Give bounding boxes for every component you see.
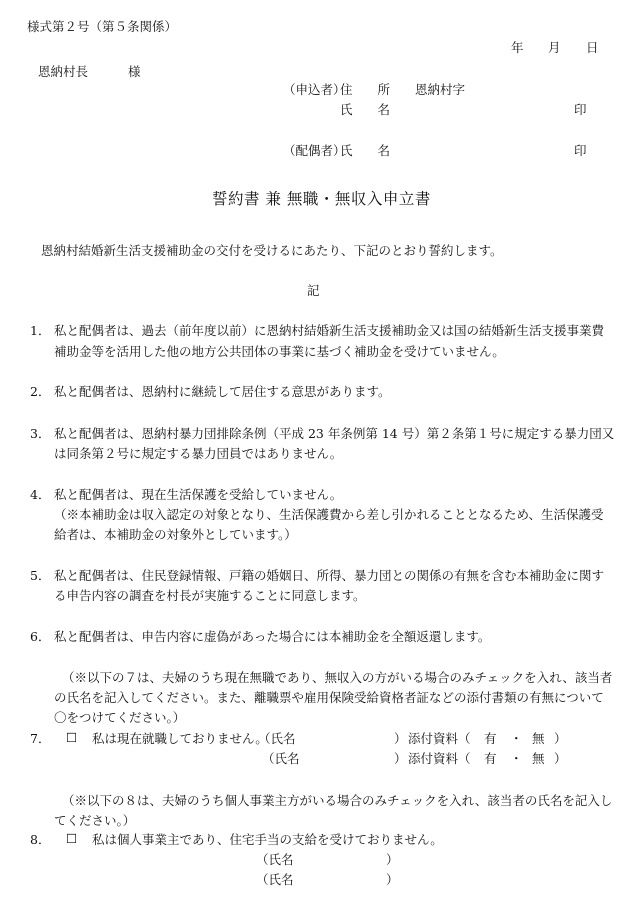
item-3-line-2: は同条第２号に規定する暴力団員ではありません。: [54, 446, 343, 461]
item-8-number: 8．: [30, 832, 51, 847]
date-year: 年: [511, 40, 524, 55]
item-8-text: 私は個人事業主であり、住宅手当の支給を受けておりません。: [92, 832, 443, 847]
item-7-yes-1[interactable]: 有: [484, 731, 497, 746]
item-8-checkbox[interactable]: ☐: [66, 831, 78, 846]
item-4-line-1: 私と配偶者は、現在生活保護を受給していません。: [54, 487, 343, 502]
item-7-dot-1: ・: [510, 731, 523, 746]
item-7-checkbox[interactable]: ☐: [66, 730, 78, 745]
item-5-line-2: る申告内容の調査を村長が実施することに同意します。: [54, 588, 366, 603]
item-1-number: 1．: [30, 323, 51, 338]
item-2-line-1: 私と配偶者は、恩納村に継続して居住する意思があります。: [54, 384, 391, 399]
item-8-name-close-2: ）: [386, 872, 399, 887]
item-7-name-close-1: ）: [394, 731, 407, 746]
spouse-name-label: 氏 名: [340, 143, 391, 158]
applicant-name-label: 氏 名: [340, 102, 391, 117]
addressee-honorific: 様: [128, 64, 141, 79]
ki-heading: 記: [307, 283, 320, 298]
note-7-line-1: （※以下の７は、夫婦のうち現在無職であり、無収入の方がいる場合のみチェックを入れ、該当者: [62, 670, 613, 685]
item-1-line-2: 補助金等を活用した他の地方公共団体の事業に基づく補助金を受けていません。: [54, 344, 505, 359]
applicant-address-label: 住 所: [340, 82, 391, 97]
item-3-line-1: 私と配偶者は、恩納村暴力団排除条例（平成 23 年条例第 14 号）第２条第１号に規定する暴力団又: [54, 426, 615, 441]
form-label: 様式第２号（第５条関係）: [27, 19, 178, 34]
note-8-line-2: てください。）: [54, 813, 136, 828]
item-7-name-open-2: （氏名: [262, 751, 300, 766]
item-7-no-2[interactable]: 無: [532, 751, 545, 766]
item-7-number: 7．: [30, 731, 51, 746]
item-6-line-1: 私と配偶者は、申告内容に虚偽があった場合には本補助金を全額返還します。: [54, 629, 491, 644]
item-4-line-2: （※本補助金は収入認定の対象となり、生活保護費から差し引かれることとなるため、生活保護受: [54, 507, 604, 522]
item-7-dot-2: ・: [510, 751, 523, 766]
note-7-line-3: 〇をつけてください。）: [54, 710, 186, 725]
note-7-line-2: の氏名を記入してください。また、離職票や雇用保険受給資格者証などの添付書類の有無について: [54, 690, 604, 705]
spouse-label: （配偶者）: [283, 143, 346, 158]
date-day: 日: [586, 40, 599, 55]
item-7-name-close-2: ）: [394, 751, 407, 766]
intro-text: 恩納村結婚新生活支援補助金の交付を受けるにあたり、下記のとおり誓約します。: [41, 243, 503, 258]
item-8-name-open-1: （氏名: [256, 852, 294, 867]
item-5-number: 5．: [30, 568, 51, 583]
spouse-seal: 印: [574, 143, 587, 158]
applicant-label: （申込者）: [283, 82, 346, 97]
date-month: 月: [548, 40, 561, 55]
item-1-line-1: 私と配偶者は、過去（前年度以前）に恩納村結婚新生活支援補助金又は国の結婚新生活支援事業費: [54, 323, 605, 338]
item-2-number: 2．: [30, 384, 51, 399]
item-7-attach-label-1: 添付資料（: [408, 731, 471, 746]
document-title: 誓約書 兼 無職・無収入申立書: [212, 190, 431, 208]
item-7-attach-label-2: 添付資料（: [408, 751, 471, 766]
addressee-name: 恩納村長: [38, 64, 89, 79]
note-8-line-1: （※以下の８は、夫婦のうち個人事業主方がいる場合のみチェックを入れ、該当者の氏名を記入し: [62, 793, 613, 808]
item-6-number: 6．: [30, 629, 51, 644]
item-8-name-open-2: （氏名: [256, 872, 294, 887]
item-5-line-1: 私と配偶者は、住民登録情報、戸籍の婚姻日、所得、暴力団との関係の有無を含む本補助金に関す: [54, 568, 605, 583]
item-7-yes-2[interactable]: 有: [484, 751, 497, 766]
item-8-name-close-1: ）: [386, 852, 399, 867]
item-7-no-1[interactable]: 無: [532, 731, 545, 746]
item-4-line-3: 給者は、本補助金の対象外としています。）: [54, 527, 297, 542]
item-7-text: 私は現在就職しておりません。: [92, 731, 268, 746]
item-3-number: 3．: [30, 426, 51, 441]
item-7-attach-close-2: ）: [554, 751, 567, 766]
applicant-seal: 印: [574, 102, 587, 117]
applicant-address-value: 恩納村字: [415, 82, 466, 97]
item-7-attach-close-1: ）: [554, 731, 567, 746]
item-7-name-open-1: （氏名: [258, 731, 296, 746]
item-4-number: 4．: [30, 487, 51, 502]
